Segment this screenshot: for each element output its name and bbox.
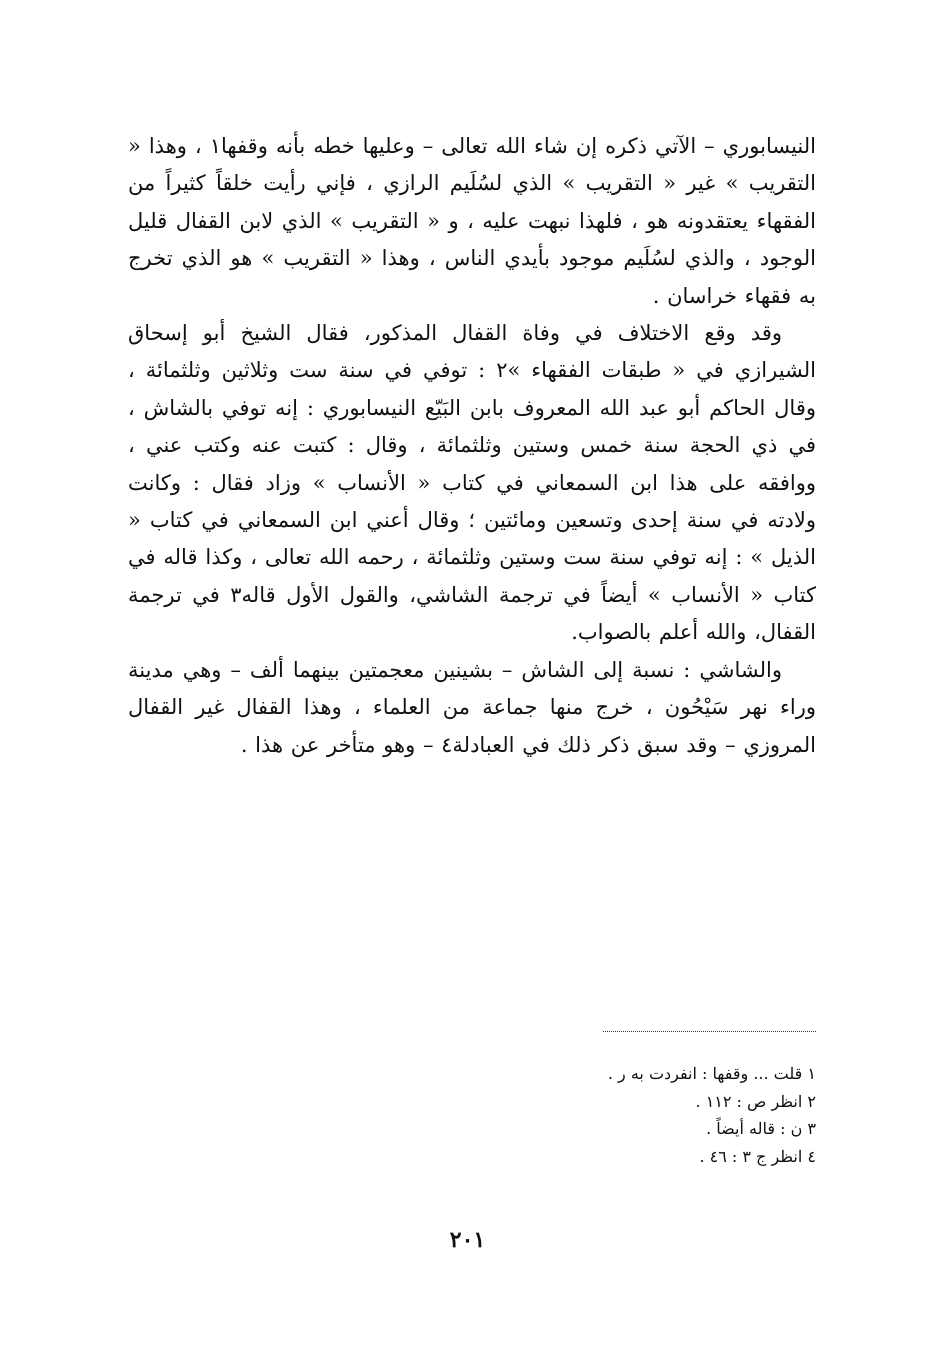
footnote: ١ قلت ... وقفها : انفردت به ر . — [607, 1064, 816, 1083]
footnote: ٢ انظر ص : ١١٢ . — [695, 1091, 816, 1111]
paragraph: النيسابوري – الآتي ذكره إن شاء الله تعالى – وعليها خطه بأنه وقفها١ ، وهذا « التقريب » غير « التقريب » الذي لسُلَيم الرازي ، فإني رأيت خلقاً كثيراً من الفقهاء يعتقدونه هو ، فلهذا نبهت عليه ، و « التقريب » الذي لابن القفال قليل الوجود ، والذي لسُلَيم موجود بأيدي الناس ، وهذا « التقريب » هو الذي تخرج به فقهاء خراسان . — [128, 134, 816, 308]
main-text — [128, 128, 816, 764]
footnote: ٤ انظر ج ٣ : ٤٦ . — [699, 1146, 816, 1166]
footnote: ٣ ن : قاله أيضاً . — [706, 1119, 816, 1138]
paragraph: والشاشي : نسبة إلى الشاش – بشينين معجمتين بينهما ألف – وهي مدينة وراء نهر سَيْحُون ، خرج منها جماعة من العلماء ، وهذا القفال غير القفال المروزي – وقد سبق ذكر ذلك في العبادلة٤ – وهو متأخر عن هذا . — [128, 657, 816, 757]
footnotes — [128, 1060, 816, 1170]
footnote-divider — [603, 1031, 816, 1032]
page-number: ٢٠١ — [449, 1227, 486, 1253]
paragraph: وقد وقع الاختلاف في وفاة القفال المذكور، فقال الشيخ أبو إسحاق الشيرازي في « طبقات الفقهاء »٢ : توفي في سنة ست وثلاثين وثلثمائة ، وقال الحاكم أبو عبد الله المعروف بابن البَيّع النيسابوري : إنه توفي بالشاش ، في ذي الحجة سنة خمس وستين وثلثمائة ، وقال : كتبت عنه وكتب عني ، ووافقه على هذا ابن السمعاني في كتاب « الأنساب » وزاد فقال : وكانت ولادته في سنة إحدى وتسعين ومائتين ؛ وقال أعني ابن السمعاني في كتاب « الذيل » : إنه توفي سنة ست وستين وثلثمائة ، رحمه الله تعالى ، وكذا قاله في كتاب « الأنساب » أيضاً في ترجمة الشاشي، والقول الأول قاله٣ في ترجمة القفال، والله أعلم بالصواب. — [128, 321, 816, 645]
